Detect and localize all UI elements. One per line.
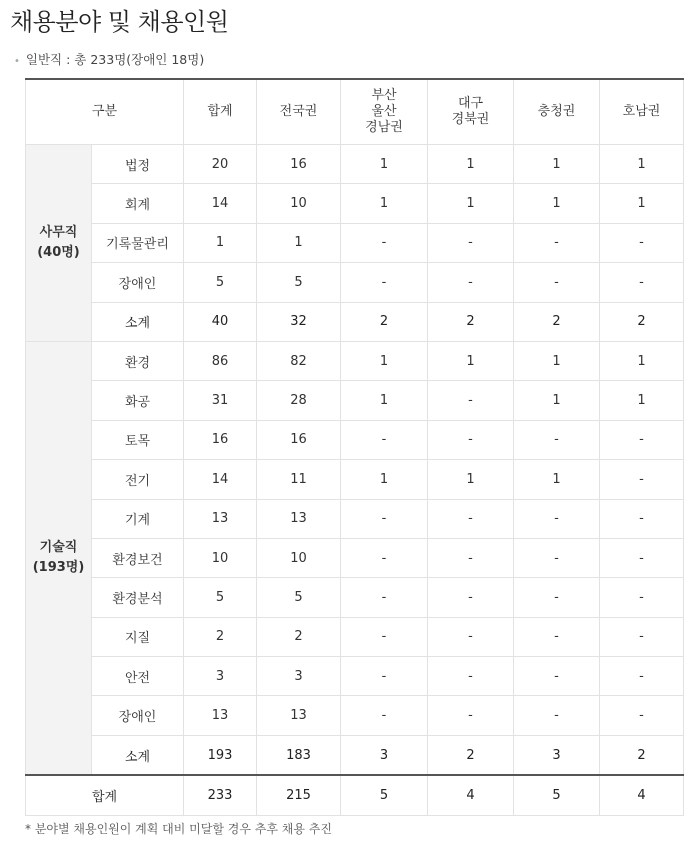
field-name: 법정 (92, 145, 184, 184)
field-name: 토목 (92, 420, 184, 459)
cell-daegu: - (428, 499, 514, 538)
cell-daegu: - (428, 263, 514, 302)
cell-busan: 2 (341, 302, 428, 341)
table-row (26, 263, 684, 302)
cell-honam: - (600, 420, 684, 459)
cell-daegu: 2 (428, 735, 514, 775)
field-name: 지질 (92, 617, 184, 656)
cell-daegu: 1 (428, 145, 514, 184)
table-row (26, 617, 684, 656)
cell-honam: 1 (600, 184, 684, 223)
cell-daegu: - (428, 696, 514, 735)
cell-honam: 1 (600, 381, 684, 420)
cell-daegu: - (428, 578, 514, 617)
group-count: (193명) (32, 560, 85, 576)
cell-busan: - (341, 657, 428, 696)
cell-daegu: - (428, 381, 514, 420)
page-title: 채용분야 및 채용인원 (10, 8, 229, 36)
table-row (26, 381, 684, 420)
cell-busan: - (341, 617, 428, 656)
cell-national: 10 (257, 538, 341, 577)
cell-busan: 1 (341, 381, 428, 420)
grand-total-daegu: 4 (428, 775, 514, 815)
table-row (26, 223, 684, 262)
cell-total: 14 (184, 184, 257, 223)
field-name: 환경보건 (92, 538, 184, 577)
recruitment-table (25, 78, 684, 816)
field-name: 소계 (92, 735, 184, 775)
field-name: 장애인 (92, 263, 184, 302)
cell-busan: - (341, 696, 428, 735)
cell-honam: - (600, 696, 684, 735)
cell-total: 20 (184, 145, 257, 184)
cell-national: 10 (257, 184, 341, 223)
cell-total: 10 (184, 538, 257, 577)
field-name: 회계 (92, 184, 184, 223)
cell-total: 13 (184, 499, 257, 538)
header-busan-line: 울산 (371, 104, 397, 119)
cell-chungcheong: 1 (514, 381, 600, 420)
cell-total: 5 (184, 578, 257, 617)
cell-busan: 1 (341, 460, 428, 499)
cell-chungcheong: 1 (514, 184, 600, 223)
cell-national: 16 (257, 145, 341, 184)
cell-honam: - (600, 499, 684, 538)
header-daegu (428, 79, 514, 145)
cell-honam: - (600, 617, 684, 656)
cell-honam: 1 (600, 341, 684, 380)
cell-daegu: - (428, 420, 514, 459)
header-busan-line: 경남권 (365, 120, 403, 135)
field-name: 환경 (92, 341, 184, 380)
table-row (26, 696, 684, 735)
table-row (26, 578, 684, 617)
cell-chungcheong: 3 (514, 735, 600, 775)
field-name: 소계 (92, 302, 184, 341)
cell-national: 5 (257, 263, 341, 302)
header-daegu-line: 대구 (457, 96, 484, 111)
cell-busan: - (341, 499, 428, 538)
cell-honam: 2 (600, 735, 684, 775)
header-chungcheong: 충청권 (514, 79, 600, 145)
cell-busan: 1 (341, 341, 428, 380)
subtitle (14, 50, 204, 68)
group-name: 기술직 (39, 540, 78, 556)
field-name: 기록물관리 (92, 223, 184, 262)
group-label (26, 145, 92, 342)
cell-national: 16 (257, 420, 341, 459)
cell-daegu: - (428, 223, 514, 262)
subtotal-row (26, 302, 684, 341)
field-name: 기계 (92, 499, 184, 538)
cell-national: 13 (257, 499, 341, 538)
field-name: 안전 (92, 657, 184, 696)
subtitle-text: 일반직 : 총 233명(장애인 18명) (25, 52, 205, 67)
cell-daegu: - (428, 617, 514, 656)
cell-busan: - (341, 263, 428, 302)
cell-busan: 1 (341, 145, 428, 184)
cell-total: 193 (184, 735, 257, 775)
cell-total: 40 (184, 302, 257, 341)
header-category: 구분 (26, 79, 184, 145)
cell-chungcheong: - (514, 538, 600, 577)
cell-busan: - (341, 420, 428, 459)
cell-total: 1 (184, 223, 257, 262)
field-name: 환경분석 (92, 578, 184, 617)
group-label (26, 341, 92, 775)
cell-total: 13 (184, 696, 257, 735)
cell-total: 31 (184, 381, 257, 420)
grand-total-label: 합계 (26, 775, 184, 815)
cell-busan: 3 (341, 735, 428, 775)
bullet-icon: • (14, 56, 20, 67)
cell-honam: - (600, 460, 684, 499)
table-row (26, 499, 684, 538)
cell-busan: - (341, 578, 428, 617)
header-national: 전국권 (257, 79, 341, 145)
cell-chungcheong: - (514, 223, 600, 262)
cell-chungcheong: 1 (514, 460, 600, 499)
cell-national: 82 (257, 341, 341, 380)
table-row (26, 341, 684, 380)
field-name: 화공 (92, 381, 184, 420)
header-daegu-line: 경북권 (451, 112, 490, 127)
header-busan (341, 79, 428, 145)
cell-chungcheong: - (514, 617, 600, 656)
cell-national: 1 (257, 223, 341, 262)
cell-honam: - (600, 657, 684, 696)
subtotal-row (26, 735, 684, 775)
cell-daegu: 1 (428, 184, 514, 223)
footnote: * 분야별 채용인원이 계획 대비 미달할 경우 추후 채용 추진 (25, 822, 332, 836)
cell-chungcheong: 1 (514, 341, 600, 380)
cell-chungcheong: - (514, 499, 600, 538)
cell-national: 5 (257, 578, 341, 617)
header-total: 합계 (184, 79, 257, 145)
table-row (26, 460, 684, 499)
cell-national: 2 (257, 617, 341, 656)
field-name: 전기 (92, 460, 184, 499)
cell-honam: - (600, 223, 684, 262)
cell-honam: - (600, 263, 684, 302)
cell-daegu: - (428, 657, 514, 696)
group-count: (40명) (37, 244, 80, 260)
field-name: 장애인 (92, 696, 184, 735)
cell-total: 86 (184, 341, 257, 380)
cell-total: 14 (184, 460, 257, 499)
header-honam: 호남권 (600, 79, 684, 145)
grand-total-total: 233 (184, 775, 257, 815)
cell-national: 3 (257, 657, 341, 696)
cell-chungcheong: 1 (514, 145, 600, 184)
table-header-row (26, 79, 684, 145)
cell-national: 13 (257, 696, 341, 735)
grand-total-honam: 4 (600, 775, 684, 815)
cell-honam: - (600, 578, 684, 617)
cell-busan: 1 (341, 184, 428, 223)
header-busan-line: 부산 (371, 88, 397, 103)
cell-national: 28 (257, 381, 341, 420)
grand-total-national: 215 (257, 775, 341, 815)
cell-total: 5 (184, 263, 257, 302)
table-row (26, 538, 684, 577)
cell-honam: - (600, 538, 684, 577)
table-row (26, 420, 684, 459)
cell-daegu: 1 (428, 460, 514, 499)
cell-chungcheong: - (514, 657, 600, 696)
cell-national: 11 (257, 460, 341, 499)
grand-total-chungcheong: 5 (514, 775, 600, 815)
cell-chungcheong: - (514, 696, 600, 735)
cell-chungcheong: - (514, 578, 600, 617)
cell-daegu: - (428, 538, 514, 577)
cell-total: 3 (184, 657, 257, 696)
cell-honam: 2 (600, 302, 684, 341)
cell-honam: 1 (600, 145, 684, 184)
table-row (26, 145, 684, 184)
table-row (26, 657, 684, 696)
cell-busan: - (341, 223, 428, 262)
cell-chungcheong: - (514, 420, 600, 459)
cell-daegu: 1 (428, 341, 514, 380)
cell-total: 16 (184, 420, 257, 459)
cell-daegu: 2 (428, 302, 514, 341)
group-name: 사무직 (39, 224, 78, 240)
table-row (26, 184, 684, 223)
grand-total-row (26, 775, 684, 815)
cell-total: 2 (184, 617, 257, 656)
cell-chungcheong: - (514, 263, 600, 302)
cell-national: 183 (257, 735, 341, 775)
cell-national: 32 (257, 302, 341, 341)
cell-busan: - (341, 538, 428, 577)
grand-total-busan: 5 (341, 775, 428, 815)
cell-chungcheong: 2 (514, 302, 600, 341)
